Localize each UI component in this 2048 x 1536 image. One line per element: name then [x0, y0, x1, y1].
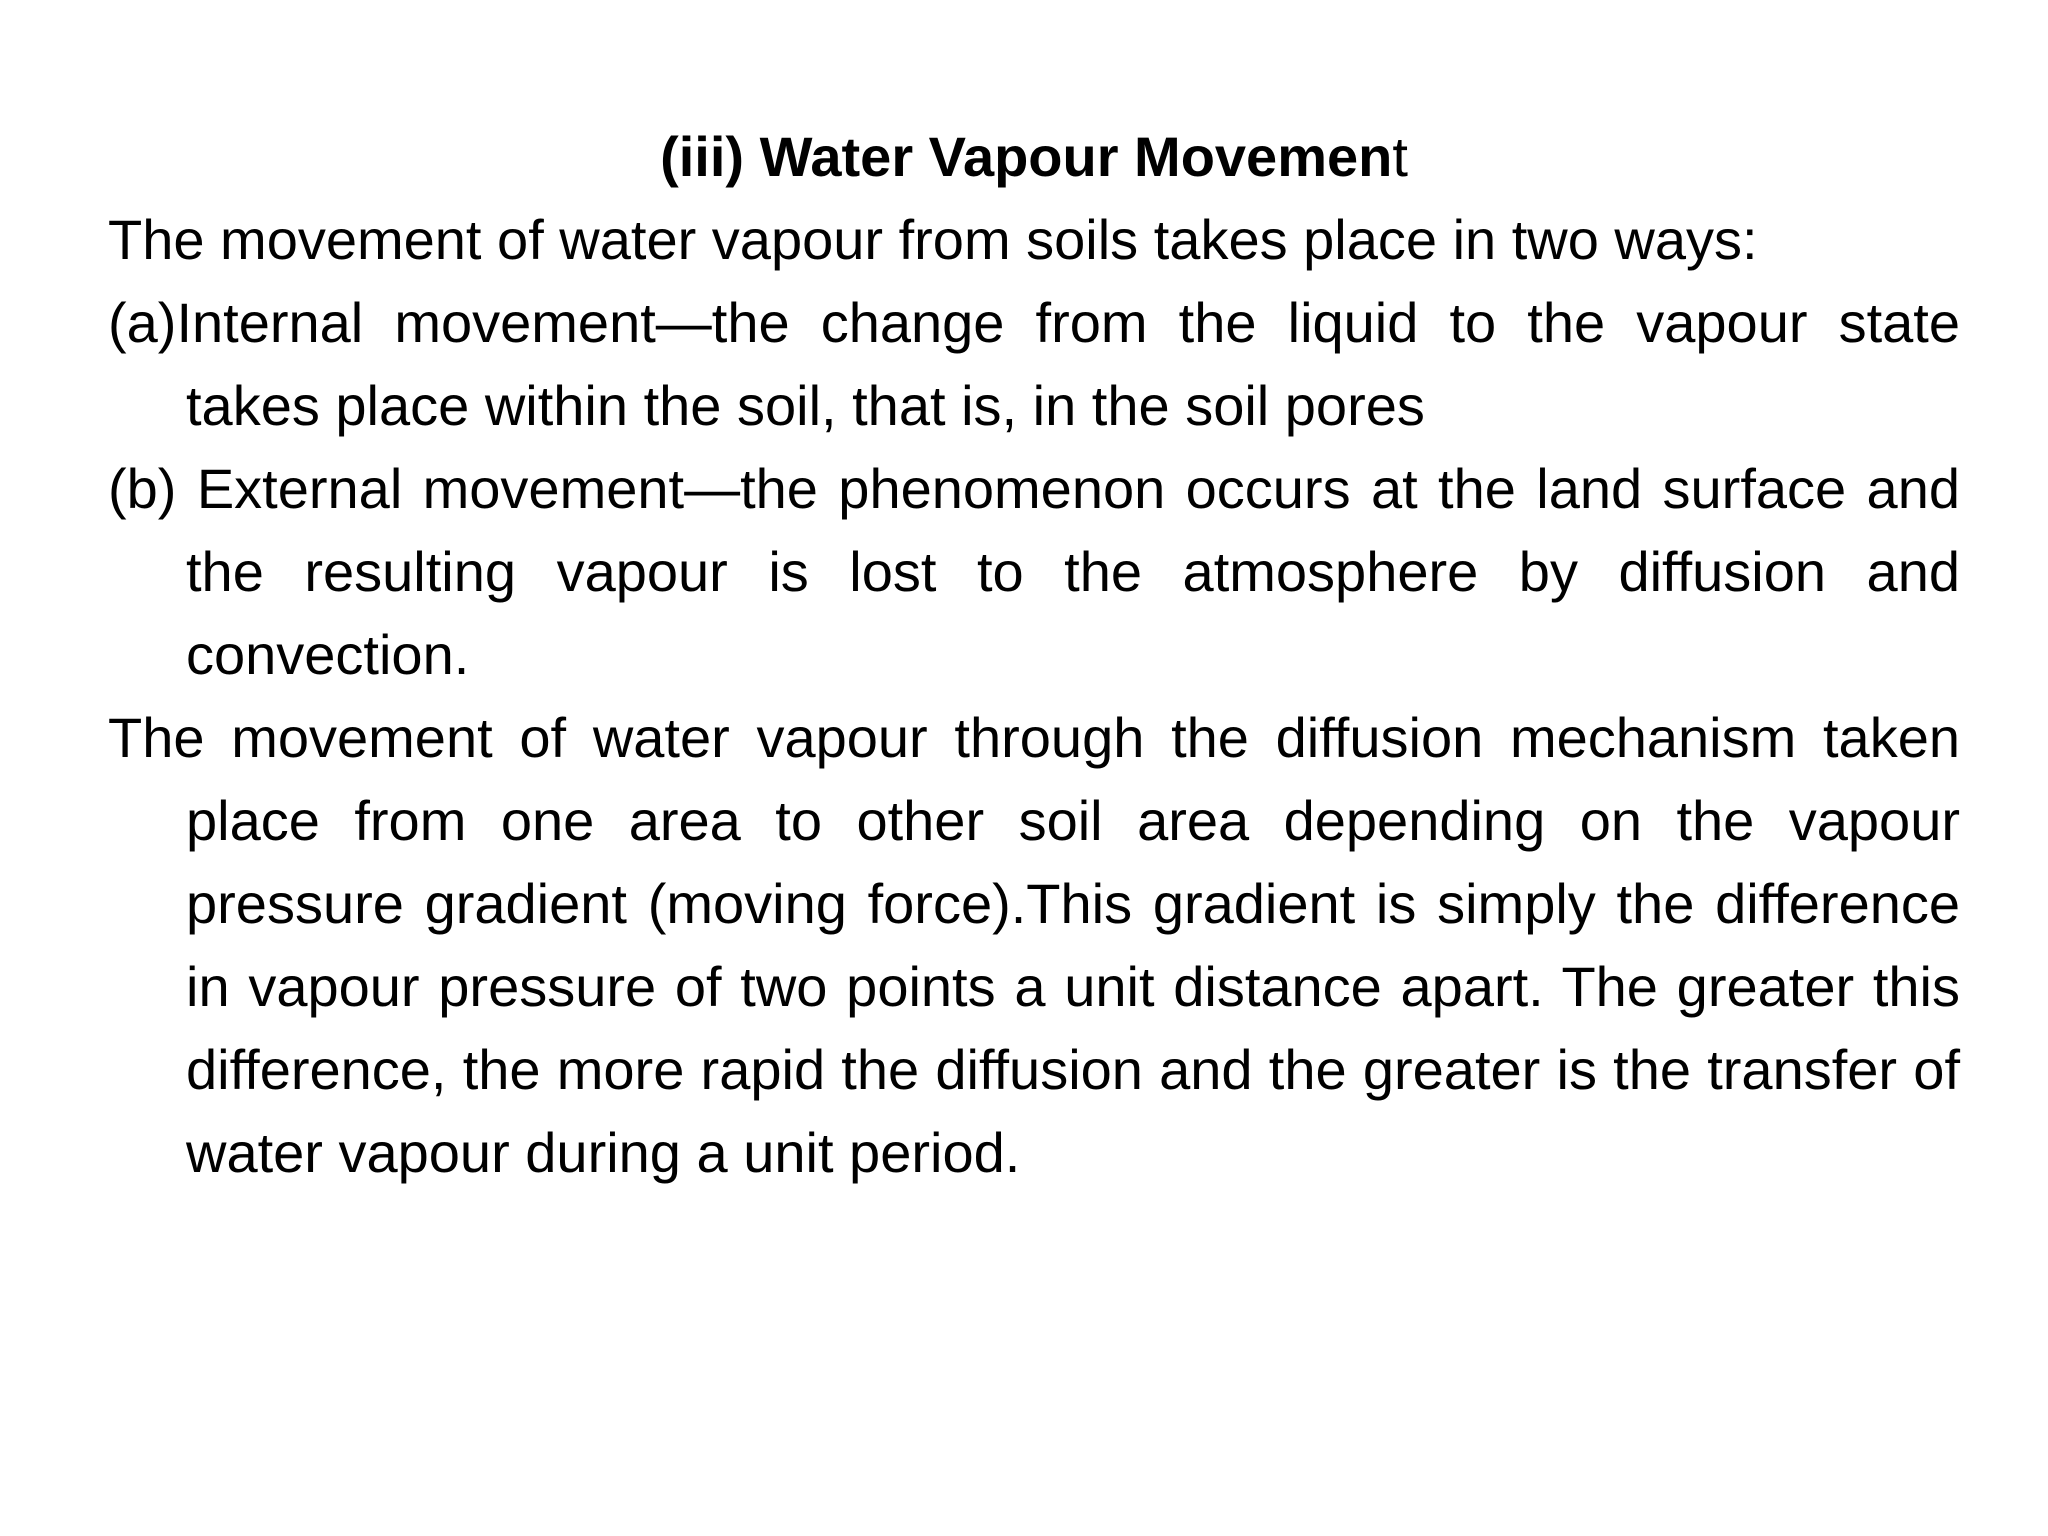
- slide-content: [108, 115, 1960, 1194]
- intro-paragraph: The movement of water vapour from soils takes place in two ways:: [108, 208, 1758, 271]
- slide-title-tail: t: [1392, 125, 1408, 188]
- list-item-external-movement: (b) External movement—the phenomenon occurs at the land surface and the resulting vapour is lost to the atmosphere by diffusion and convection.: [108, 457, 1960, 686]
- slide-title-bold: (iii) Water Vapour Movemen: [660, 125, 1393, 188]
- list-item-internal-movement: (a)Internal movement—the change from the liquid to the vapour state takes place within the soil, that is, in the soil pores: [108, 291, 1960, 437]
- slide-title: [108, 115, 1960, 198]
- diffusion-paragraph: The movement of water vapour through the diffusion mechanism taken place from one area to other soil area depending on the vapour pressure gradient (moving force).This gradient is simply the difference in vapour pressure of two points a unit distance apart. The greater this difference, the more rapid the diffusion and the greater is the transfer of water vapour during a unit period.: [108, 706, 1960, 1184]
